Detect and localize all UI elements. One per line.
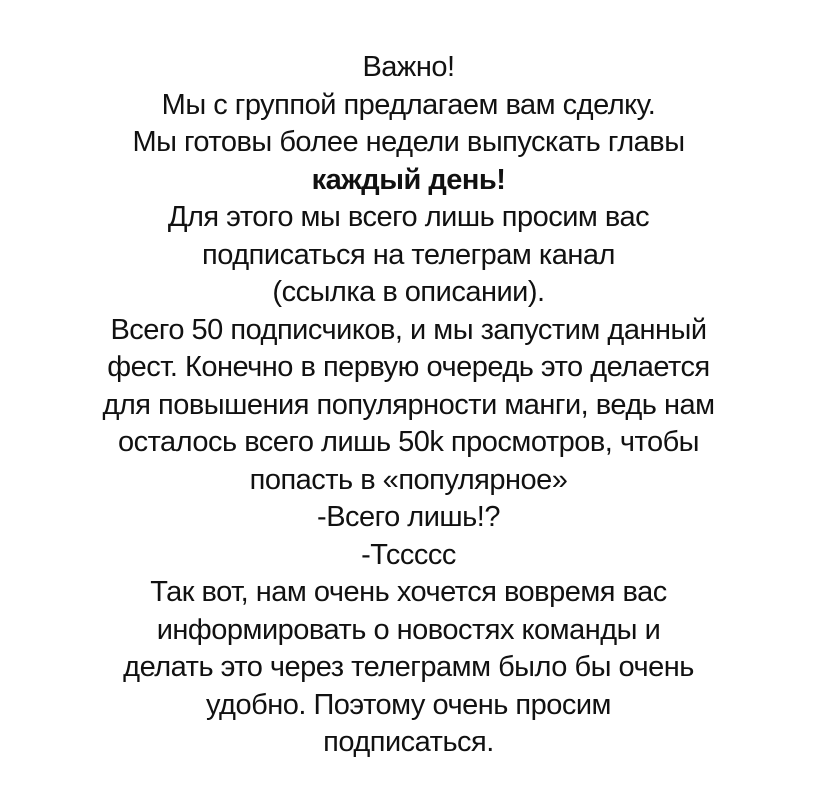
notice-line: Мы готовы более недели выпускать главы [132,126,685,158]
notice-line: информировать о новостях команды и [156,613,661,646]
notice-line: попасть в «популярное» [249,463,568,496]
notice-line: для повышения популярности манги, ведь нам [102,388,715,421]
notice-line: подписаться на телеграм канал [202,238,615,271]
notice-line: фест. Конечно в первую очередь это делается [107,351,710,383]
notice-line: осталось всего лишь 50k просмотров, чтобы [117,426,700,458]
notice-line: удобно. Поэтому очень просим [206,688,611,721]
notice-heading: Важно! [362,51,455,83]
notice-line: Для этого мы всего лишь просим вас [167,201,650,233]
notice-line: Мы с группой предлагаем вам сделку. [161,88,656,121]
notice-line: Так вот, нам очень хочется вовремя вас [150,576,667,608]
notice-line: -Всего лишь!? [317,501,500,533]
notice-emphasis: каждый день! [311,163,506,196]
notice-line: подписаться. [323,726,494,758]
notice-line: Всего 50 подписчиков, и мы запустим данный [110,313,707,346]
notice-line: -Тссссс [361,538,456,571]
notice-line: (ссылка в описании). [272,276,545,308]
notice-line: делать это через телеграмм было бы очень [123,651,694,683]
announcement-text [0,49,817,762]
